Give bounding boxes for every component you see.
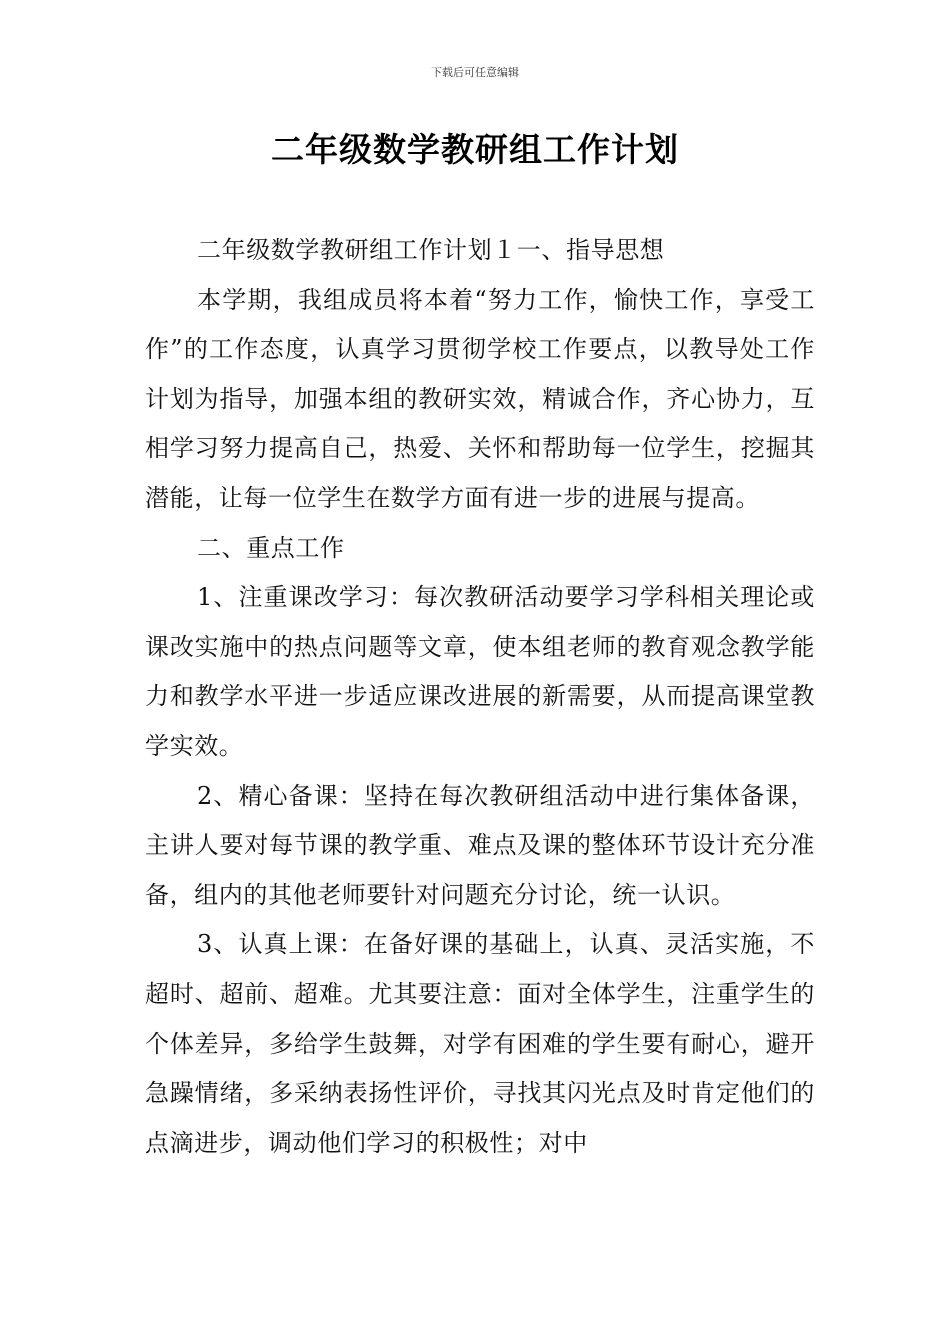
paragraph-item-curriculum-study: 1、注重课改学习：每次教研活动要学习学科相关理论或课改实施中的热点问题等文章，使本组老师的教育观念教学能力和教学水平进一步适应课改进展的新需要，从而提高课堂教学实效。 (145, 583, 815, 760)
paragraph-section-heading-guiding-thought: 二年级数学教研组工作计划１一、指导思想 (197, 236, 665, 264)
header-note: 下载后可任意编辑 (431, 66, 519, 79)
paragraph-item-lesson-preparation: 2、精心备课：坚持在每次教研组活动中进行集体备课，主讲人要对每节课的教学重、难点及课的整体环节设计充分准备，组内的其他老师要针对问题充分讨论，统一认识。 (145, 781, 815, 909)
document-body (145, 226, 815, 1168)
paragraph-semester-overview: 本学期，我组成员将本着“努力工作，愉快工作，享受工作”的工作态度，认真学习贯彻学校工作要点，以教导处工作计划为指导，加强本组的教研实效，精诚合作，齐心协力，互相学习努力提高自己，热爱、关怀和帮助每一位学生，挖掘其潜能，让每一位学生在数学方面有进一步的进展与提高。 (145, 285, 815, 512)
document-title: 二年级数学教研组工作计划 (271, 130, 679, 169)
paragraph-section-heading-key-work: 二、重点工作 (197, 533, 345, 562)
paragraph-item-teaching: 3、认真上课：在备好课的基础上，认真、灵活实施，不超时、超前、超难。尤其要注意：面对全体学生，注重学生的个体差异，多给学生鼓舞，对学有困难的学生要有耐心，避开急躁情绪，多采纳表扬性评价，寻找其闪光点及时肯定他们的点滴进步，调动他们学习的积极性；对中 (145, 930, 815, 1157)
